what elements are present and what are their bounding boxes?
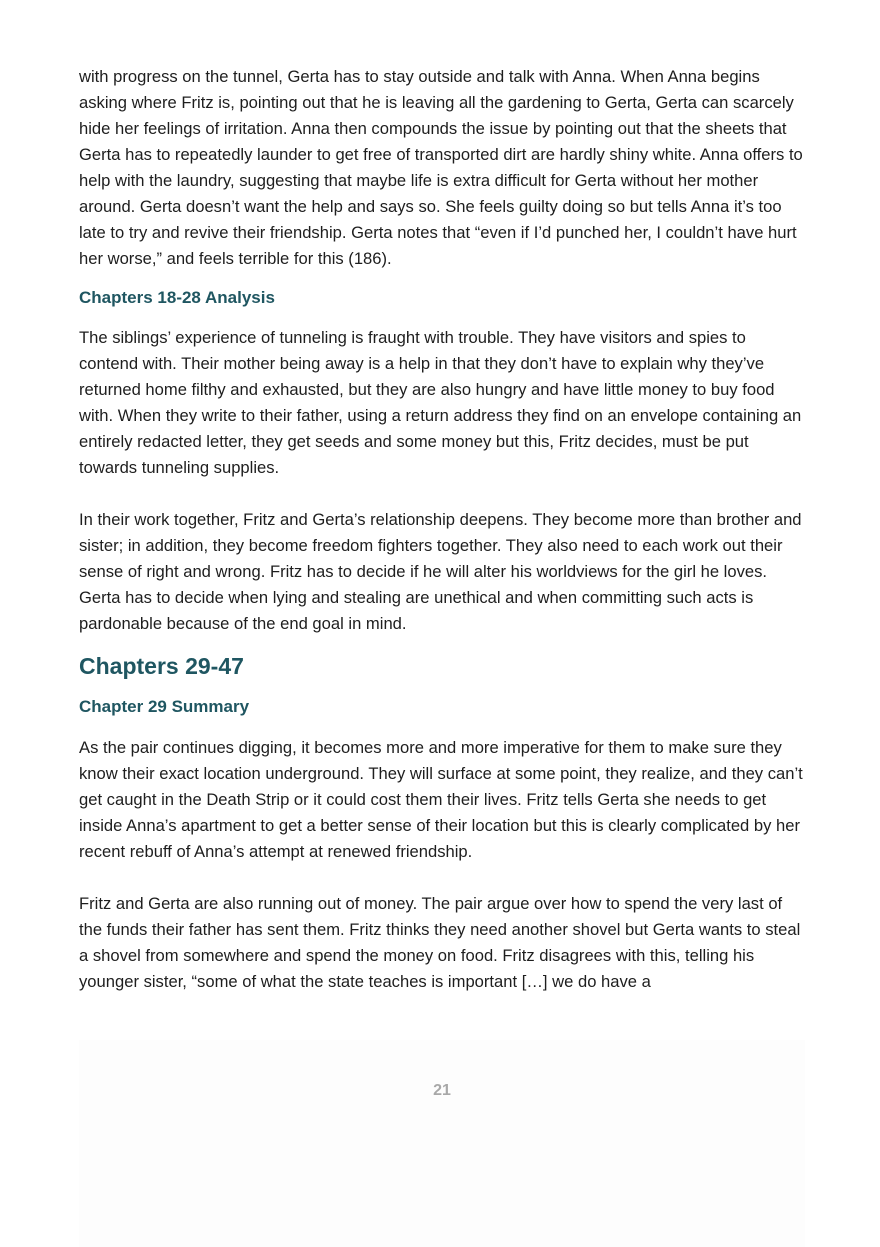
analysis-heading: Chapters 18-28 Analysis: [79, 288, 275, 307]
page-number: 21: [433, 1082, 451, 1099]
part-heading: Chapters 29-47: [79, 653, 244, 679]
analysis-paragraph-2: In their work together, Fritz and Gerta’s relationship deepens. They become more than brother and sister; in addition, they become freedom fighters together. They also need to each work out their sense of right and wrong. Fritz has to decide if he will alter his worldviews for the girl he loves. Gerta has to decide when lying and stealing are unethical and when committing such acts is pardonable because of the end goal in mind.: [79, 510, 802, 633]
summary-paragraph-2: Fritz and Gerta are also running out of money. The pair argue over how to spend the very last of the funds their father has sent them. Fritz thinks they need another shovel but Gerta wants to steal a shovel from somewhere and spend the money on food. Fritz disagrees with this, telling his younger sister, “some of what the state teaches is important […] we do have a: [79, 894, 801, 991]
analysis-paragraph-1: The siblings’ experience of tunneling is fraught with trouble. They have visitors and spies to contend with. Their mother being away is a help in that they don’t have to explain why they’ve returned home filthy and exhausted, but they are also hungry and have little money to buy food with. When they write to their father, using a return address they find on an envelope containing an entirely redacted letter, they get seeds and some money but this, Fritz decides, must be put towards tunneling supplies.: [79, 328, 802, 477]
summary-paragraph-1: As the pair continues digging, it becomes more and more imperative for them to make sure they know their exact location underground. They will surface at some point, they realize, and they can’t get caught in the Death Strip or it could cost them their lives. Fritz tells Gerta she needs to get inside Anna’s apartment to get a better sense of their location but this is clearly complicated by her recent rebuff of Anna’s attempt at renewed friendship.: [79, 738, 803, 861]
page-content: [79, 64, 805, 995]
summary-section: [79, 735, 805, 995]
intro-paragraph: with progress on the tunnel, Gerta has to stay outside and talk with Anna. When Anna begins asking where Fritz is, pointing out that he is leaving all the gardening to Gerta, Gerta can scarcely hide her feelings of irritation. Anna then compounds the issue by pointing out that the sheets that Gerta has to repeatedly launder to get free of transported dirt are hardly shiny white. Anna offers to help with the laundry, suggesting that maybe life is extra difficult for Gerta without her mother around. Gerta doesn’t want the help and says so. She feels guilty doing so but tells Anna it’s too late to try and revive their friendship. Gerta notes that “even if I’d punched her, I couldn’t have hurt her worse,” and feels terrible for this (186).: [79, 67, 803, 268]
page-footer: [79, 1040, 805, 1247]
analysis-section: [79, 325, 805, 637]
summary-heading: Chapter 29 Summary: [79, 697, 250, 716]
